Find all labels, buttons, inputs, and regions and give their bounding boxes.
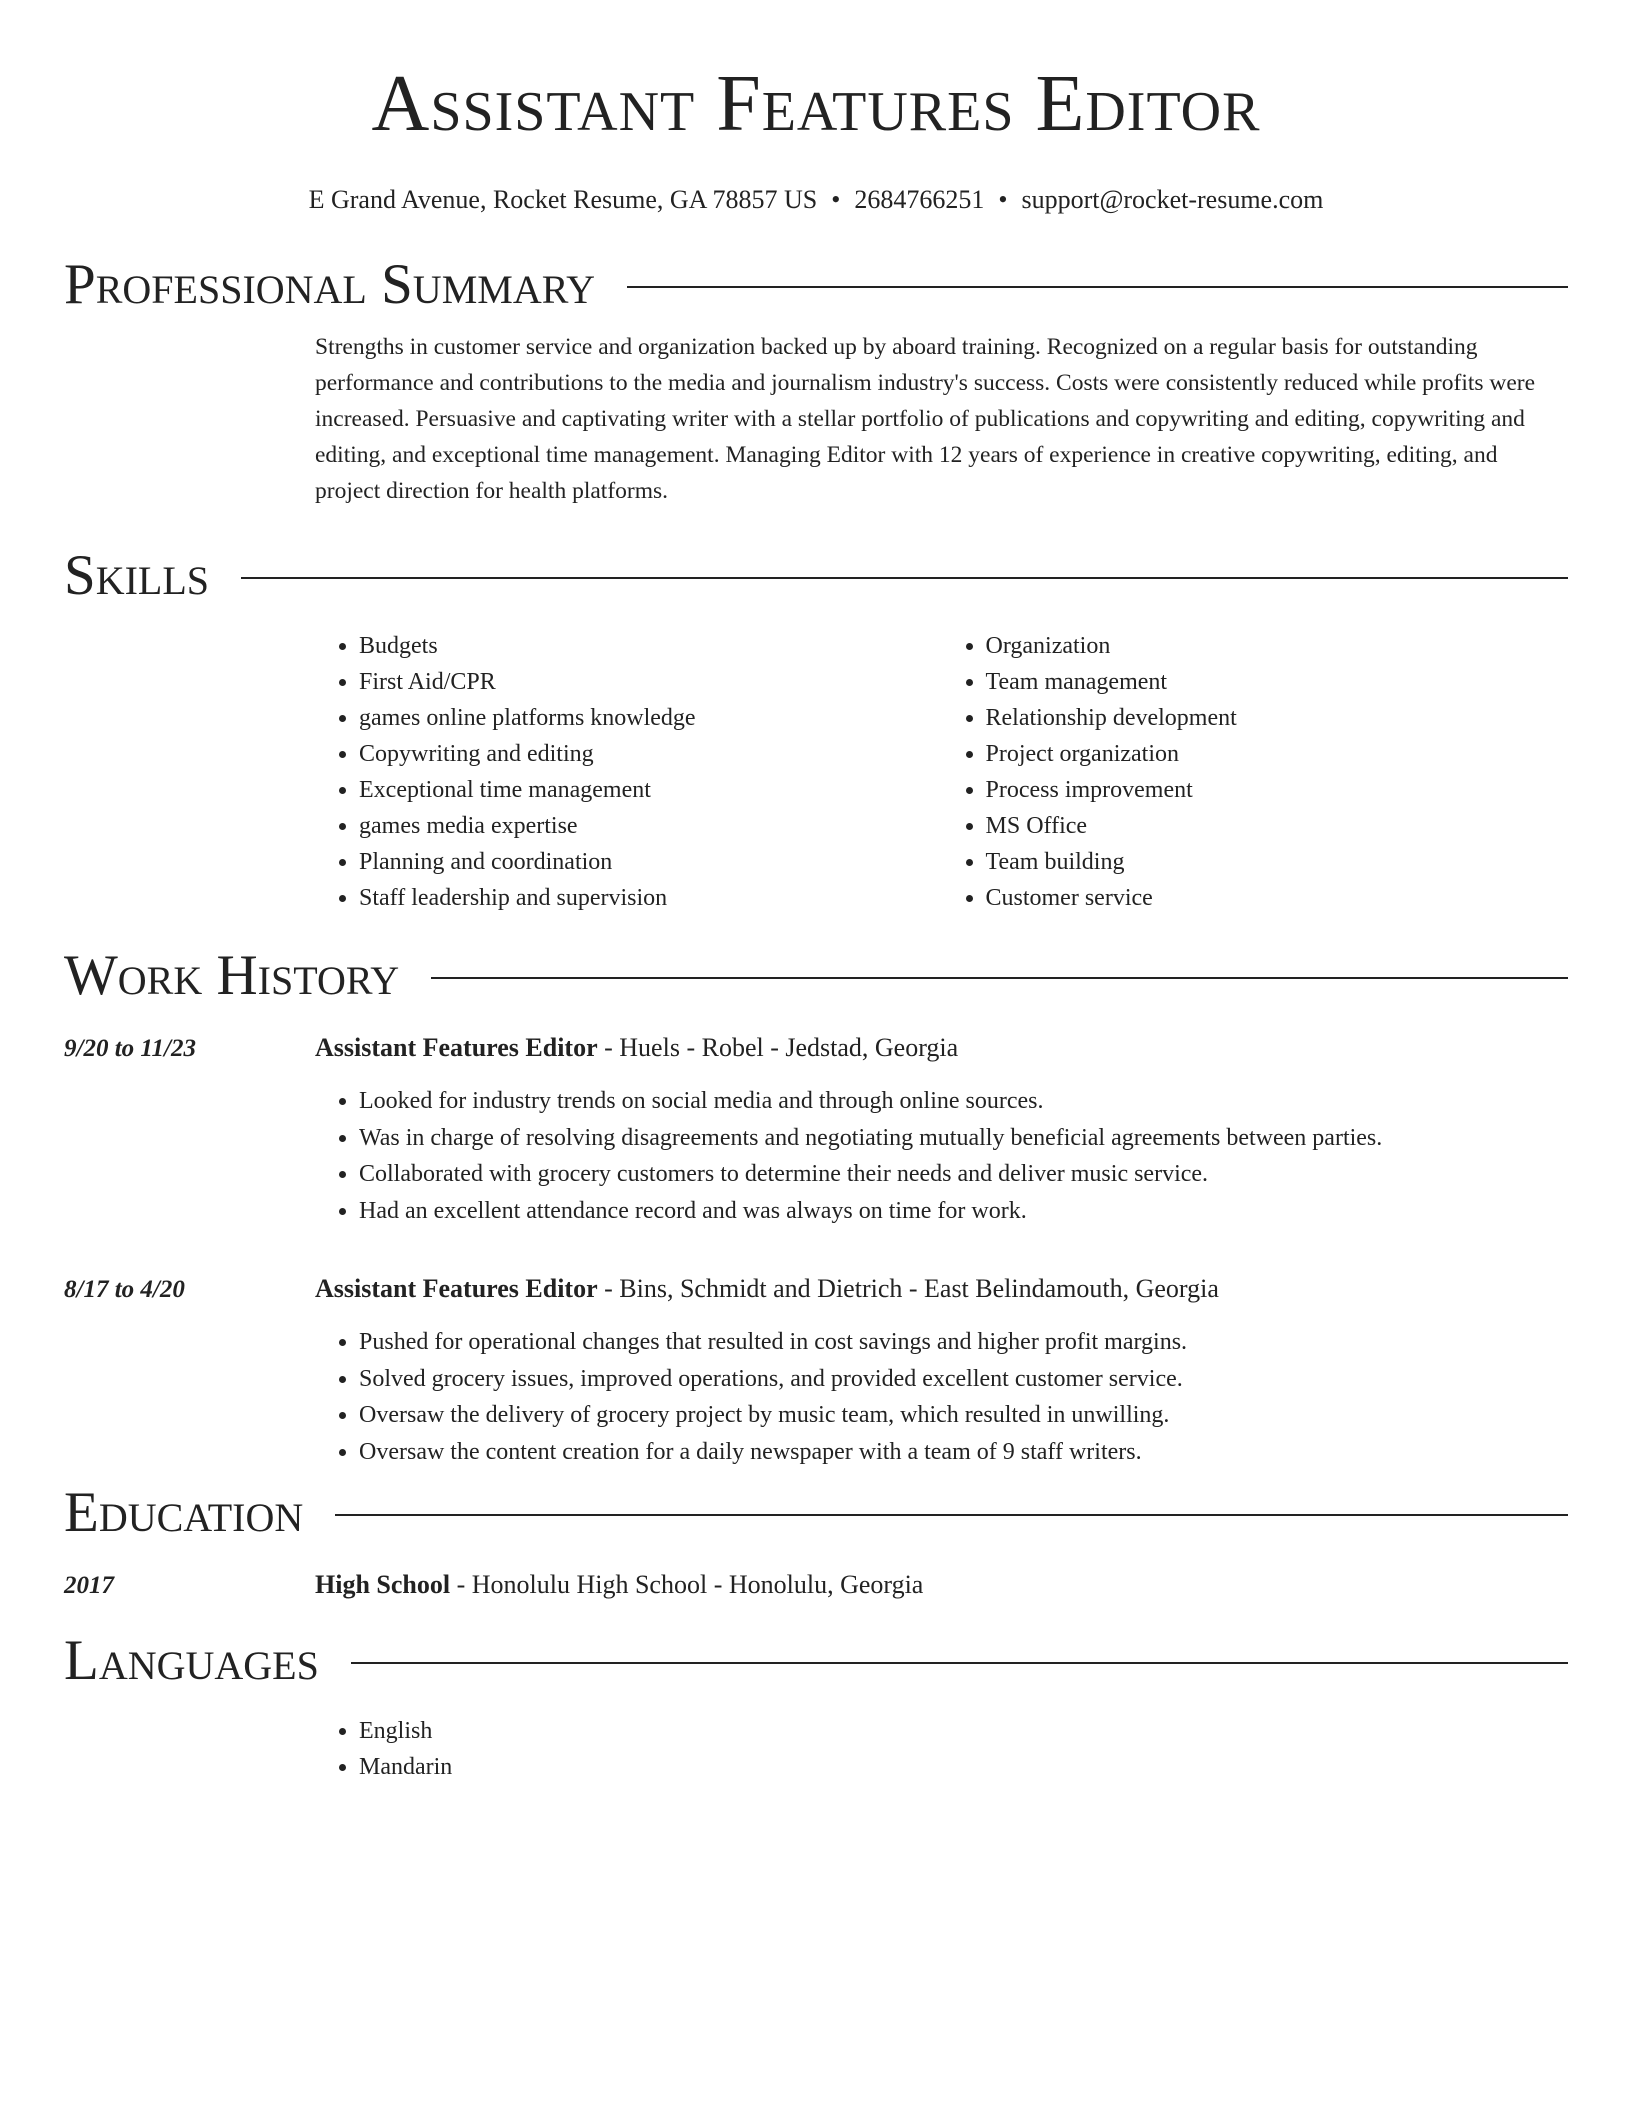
job-title-line — [315, 1030, 958, 1066]
section-header — [64, 944, 1568, 1008]
job-title: Assistant Features Editor — [315, 1274, 598, 1303]
language-item: • Mandarin — [359, 1749, 1568, 1785]
section-title: Education — [64, 1481, 304, 1544]
section-header — [64, 1481, 1568, 1545]
language-item: • English — [359, 1713, 1568, 1749]
skill-item: • games media expertise — [359, 808, 942, 844]
skill-item: • Process improvement — [986, 772, 1569, 808]
section-work-history — [64, 944, 1568, 1470]
section-education — [64, 1481, 1568, 1604]
section-divider — [241, 577, 1568, 579]
skills-columns — [315, 628, 1568, 916]
section-skills — [64, 544, 1568, 916]
resume-page — [64, 0, 1568, 1780]
job-bullet: • Looked for industry trends on social media and through online sources. — [359, 1083, 1568, 1120]
skill-item: • Planning and coordination — [359, 844, 942, 880]
job-bullet: • Oversaw the delivery of grocery project by music team, which resulted in unwilling. — [359, 1397, 1568, 1434]
skill-item: • games online platforms knowledge — [359, 700, 942, 736]
job-dates: 8/17 to 4/20 — [64, 1276, 185, 1303]
section-divider — [335, 1514, 1568, 1516]
education-year: 2017 — [64, 1572, 114, 1599]
job-employer: - Huels - Robel - Jedstad, Georgia — [597, 1033, 959, 1062]
contact-separator: • — [998, 185, 1008, 214]
skill-item: • Customer service — [986, 880, 1569, 916]
skill-item: • Budgets — [359, 628, 942, 664]
job-bullet: • Was in charge of resolving disagreements and negotiating mutually beneficial agreements between parties. — [359, 1120, 1568, 1157]
contact-email: support@rocket-resume.com — [1021, 185, 1324, 214]
education-degree: High School — [315, 1570, 451, 1599]
section-header — [64, 544, 1568, 608]
contact-line — [64, 184, 1568, 216]
summary-text: Strengths in customer service and organization backed up by aboard training. Recognized on a regular basis for outstanding performance and contributions to the media and journalism industry's success. Costs were consistently reduced while profits were increased. Persuasive and captivating writer with a stellar portfolio of publications and copywriting and editing, copywriting and editing, and exceptional time management. Managing Editor with 12 years of experience in creative copywriting, editing, and project direction for health platforms. — [315, 334, 1536, 504]
skill-item: • Organization — [986, 628, 1569, 664]
education-entry — [64, 1567, 1568, 1604]
skill-item: • Team management — [986, 664, 1569, 700]
section-title: Languages — [64, 1629, 319, 1692]
section-languages — [64, 1629, 1568, 1785]
skill-item: • First Aid/CPR — [359, 664, 942, 700]
resume-header — [64, 0, 1568, 216]
education-school: - Honolulu High School - Honolulu, Georgia — [450, 1570, 924, 1599]
skill-item: • Team building — [986, 844, 1569, 880]
section-header — [64, 1629, 1568, 1693]
skills-list-right — [942, 628, 1569, 916]
job-entry — [64, 1271, 1568, 1470]
skill-item: • Exceptional time management — [359, 772, 942, 808]
resume-title: Assistant Features Editor — [371, 60, 1261, 148]
job-bullets — [315, 1083, 1568, 1229]
skill-item: • Copywriting and editing — [359, 736, 942, 772]
job-bullet: • Oversaw the content creation for a daily newspaper with a team of 9 staff writers. — [359, 1434, 1568, 1471]
education-line — [315, 1567, 923, 1603]
contact-separator: • — [831, 185, 841, 214]
skills-list-left — [315, 628, 942, 916]
job-bullets — [315, 1324, 1568, 1470]
job-title-line — [315, 1271, 1219, 1307]
section-title: Work History — [64, 944, 400, 1007]
contact-phone: 2684766251 — [854, 185, 985, 214]
job-bullet: • Pushed for operational changes that resulted in cost savings and higher profit margins. — [359, 1324, 1568, 1361]
section-divider — [351, 1662, 1568, 1664]
section-header — [64, 253, 1568, 317]
skill-item: • MS Office — [986, 808, 1569, 844]
section-divider — [627, 286, 1568, 288]
job-bullet: • Solved grocery issues, improved operations, and provided excellent customer service. — [359, 1361, 1568, 1398]
job-bullet: • Had an excellent attendance record and was always on time for work. — [359, 1193, 1568, 1230]
contact-address: E Grand Avenue, Rocket Resume, GA 78857 US — [308, 185, 818, 214]
job-bullet: • Collaborated with grocery customers to determine their needs and deliver music service. — [359, 1156, 1568, 1193]
job-dates: 9/20 to 11/23 — [64, 1035, 196, 1062]
languages-list — [315, 1713, 1568, 1785]
job-entry — [64, 1030, 1568, 1229]
section-title: Skills — [64, 544, 210, 607]
section-divider — [431, 977, 1568, 979]
job-employer: - Bins, Schmidt and Dietrich - East Belindamouth, Georgia — [597, 1274, 1219, 1303]
section-professional-summary — [64, 253, 1568, 509]
skill-item: • Project organization — [986, 736, 1569, 772]
section-title: Professional Summary — [64, 253, 596, 316]
skill-item: • Staff leadership and supervision — [359, 880, 942, 916]
job-title: Assistant Features Editor — [315, 1033, 598, 1062]
skill-item: • Relationship development — [986, 700, 1569, 736]
